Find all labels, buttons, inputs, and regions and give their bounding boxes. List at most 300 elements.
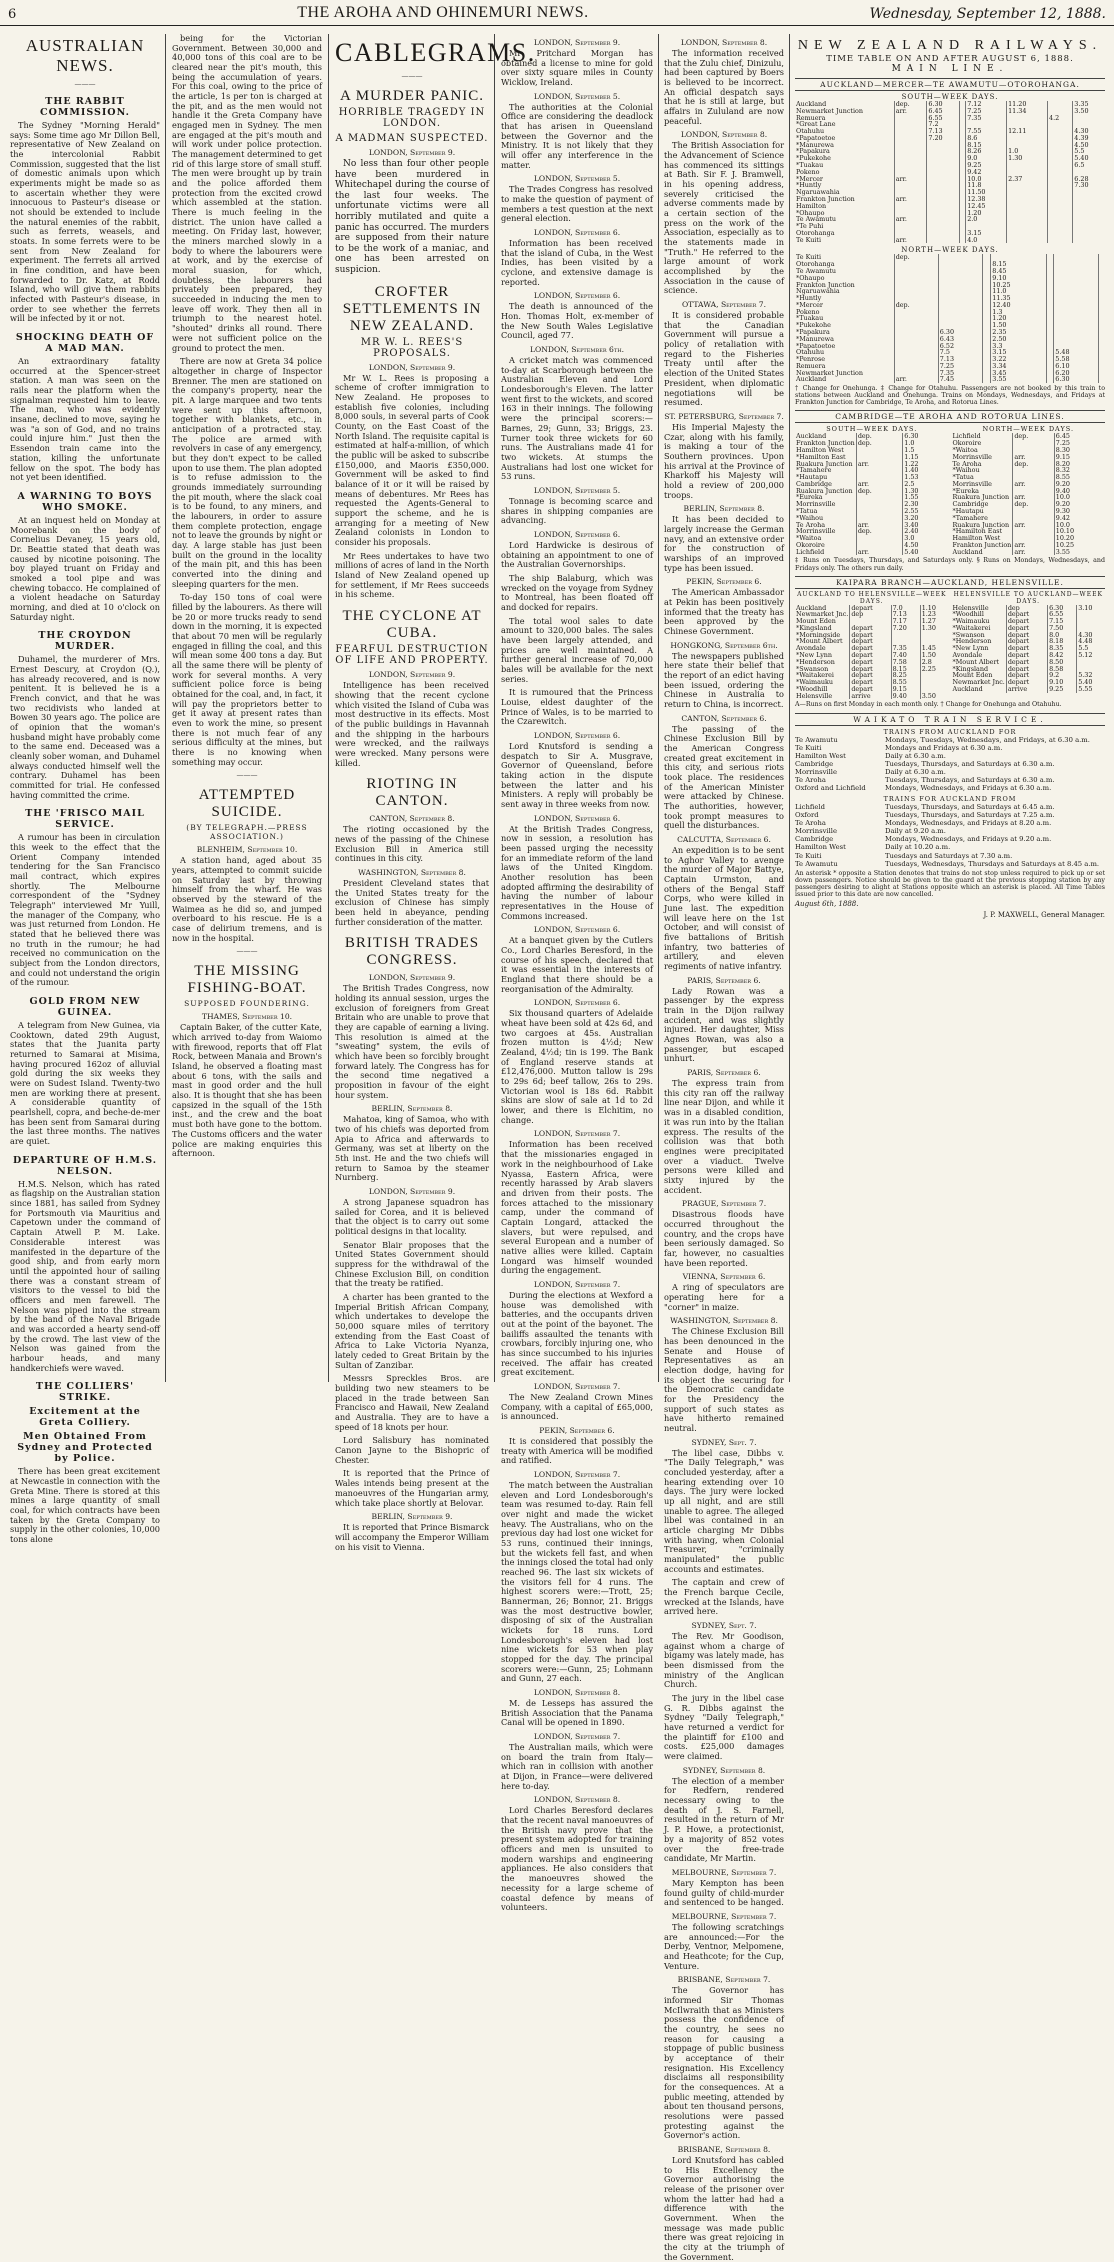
time-cell [983,268,991,275]
time-cell [1046,336,1054,343]
time-cell: 4.2 [1048,115,1073,122]
signature-date: August 6th, 1888. [795,900,859,909]
time-cell [1054,268,1099,275]
time-cell: 8.35 [1048,645,1077,652]
service-schedule: Mondays, Wednesdays, and Fridays at 6.30 a.m. [885,784,1052,793]
article-body: The British Trades Congress, now holding its annual session, urges the exclusion of foreigners from Great Britain who are unable to prove that they are capable of earning a living. This resolution is aimed at the "sweating" system, the evils of which have been so forcibly brought forward lately. The Congress has for the second time negatived a proposition in favour of the eight hour system. [335,983,489,1100]
time-cell: 1.55 [903,494,949,501]
time-cell [894,349,938,356]
time-cell [1046,302,1054,309]
dateline: WASHINGTON, September 8. [670,1316,778,1326]
article-heading: THE COLLIERS' STRIKE. [35,1381,135,1404]
time-cell: 2.50 [991,336,1046,343]
dateline: LONDON, September 6. [533,998,621,1008]
service-row [795,736,1105,744]
time-cell: 7.35 [938,370,983,377]
time-cell [1007,162,1048,169]
time-cell [1007,182,1048,189]
time-cell [1073,223,1105,230]
time-cell: arr. [1013,542,1054,549]
service-station: Cambridge [795,835,834,844]
article-heading: THE CYCLONE AT CUBA. [342,608,482,642]
time-cell [1073,216,1105,223]
article-body: It is considered that possibly the treaty with America will be modified and ratified. [501,1435,653,1466]
dateline: HONGKONG, September 6th. [670,640,778,650]
time-cell [894,203,927,210]
time-cell: 3.45 [991,370,1046,377]
column-rule [789,34,790,1382]
time-cell: depart [850,645,891,652]
article-body: It has been decided to largely increase the German navy, and an extensive order for the construction of warships of an improved type has been issued. [664,514,784,573]
time-cell: 6.30 [1054,376,1099,383]
article-heading: CROFTER SETTLEMENTS IN NEW ZEALAND. [342,283,482,334]
time-cell: 7.45 [938,376,983,383]
route-heading: KAIPARA BRANCH—AUCKLAND, HELENSVILLE. [795,576,1105,589]
timetable-note: ‡ Runs on Tuesdays, Thursdays, and Saturdays only. § Runs on Mondays, Wednesdays, and Fridays only. The others run daily. [795,557,1105,572]
time-cell [1046,322,1054,329]
time-cell [927,155,960,162]
article-body: Mahatoa, king of Samoa, who with two of his chiefs was deported from Apia to Africa and afterwards to Germany, was set at liberty on the 5th inst. He and the two chiefs will return to Samoa by the steamer Nurnberg. [335,1114,489,1183]
time-cell [1013,508,1054,515]
time-cell: 9.15 [1054,454,1105,461]
station-name: *Tatua [796,506,818,515]
service-station: Te Aroha [795,818,826,827]
article-heading: ATTEMPTED SUICIDE. [198,787,296,821]
station-name: *New Lynn [796,651,833,660]
time-cell [938,302,983,309]
article-body: The newspapers published here state their belief that the report of an edict having been issued, ordering the Chinese in Australia to return to China, is incorrect. [664,650,784,709]
time-cell: 2.0 [966,216,1007,223]
time-cell: 6.30 [927,101,960,108]
station-name: Pokeno [796,307,820,316]
article-body: The Rev. Mr Goodison, against whom a charge of bigamy was lately made, has been dismissed from the ministry of the Anglican Church. [664,1631,784,1690]
article-body: Duhamel, the murderer of Mrs. Ernest Descury, at Croydon (Q.), has already recovered, and is now penitent. It is believed he is a French convict, and that he was two recidivists who landed at Bowen 30 years ago. The police are of opinion that the woman's husband might have probably come to the same end. Deceased was a cleanly sober woman, and Duhamel always conducted himself well the contrary. Duhamel has been committed for trial. He confessed having committed the crime. [10,654,160,800]
station-name: *Hamilton East [952,527,1003,536]
article-body: A rumour has been in circulation this week to the effect that the Orient Company intended tendering for the San Francisco mail contract, which expires shortly. The Melbourne correspondent of the "Sydney Telegraph" interviewed Mr Yuill, the manager of the Company, who was just returned from London. He stated that he believed there was no truth in the rumour; he had received no communication on the subject from the London directors, and could not understand the origin of the rumour. [10,832,160,988]
time-cell [1054,329,1099,336]
station-name: *Tatua [952,473,974,482]
station-name: Ngaruawahia [796,287,840,296]
time-cell: 2.35 [991,329,1046,336]
north-timetable [795,254,1105,383]
station-name: *Eureka [952,486,979,495]
time-cell: 9.2 [1048,672,1077,679]
time-cell: 8.42 [1048,652,1077,659]
station-name: *Kingsland [952,664,989,673]
station-name: Remuera [796,113,826,122]
station-name: Mount Eden [952,671,993,680]
time-cell: 1.50 [991,322,1046,329]
station-name: *Mount Albert [952,657,1000,666]
time-cell [894,315,938,322]
time-cell: 2.40 [903,528,949,535]
time-cell: 3.34 [991,363,1046,370]
article-body: To-day 150 tons of coal were filled by the labourers. As there will be 20 or more trucks ready to send down in the morning, it is expected that about 70 men will be regularly engaged in filling the coal, and this will mean some 400 tons a day. But all the same there will be plenty of work for several months. A very sufficient police force is being obtained for the coal, and, in fact, it will pay the proprietors better to get it away at present rates than even to work the mine, so present there is not much fear of any serious difficulty at the mines, but there is no knowing when something may occur. [172,592,322,767]
time-cell [894,309,938,316]
dateline: LONDON, September 5. [533,91,621,101]
column-rule [658,34,659,1382]
article-body: A telegram from New Guinea, via Cooktown, dated 29th August, states that the Juanita party returned to Samarai at Misima, having procured 162oz of alluvial gold during the six weeks they were on Sudest Island. Twenty-two men are working there at present. A considerable quantity of pearlshell, copra, and beche-de-mer has been sent from Samarai during the last three months. The natives are quiet. [10,1020,160,1147]
article-body: The authorities at the Colonial Office are considering the deadlock that has arisen in Queensland between the Governor and the Ministry. It is not likely that they will offer any interference in the matter. [501,101,653,170]
time-cell: arr. [856,461,902,468]
time-cell: 7.17 [891,618,920,625]
article-body: A cricket match was commenced to-day at Scarborough between the Australian Eleven and Lord Londesborough's Eleven. The latter went first to the wickets, and scored 163 in their innings. The following were the principal scorers:—Barnes, 29; Gunn, 33; Briggs, 23. Turner took three wickets for 60 runs. The Australians made 41 for two wickets. At stumps the Australians had lost one wicket for 53 runs. [501,355,653,482]
timetable-row [795,169,1105,176]
service-station: Cambridge [795,760,834,768]
dateline: MELBOURNE, September 7. [671,1911,777,1921]
time-cell: 1.53 [903,474,949,481]
time-cell: 5.58 [1054,356,1099,363]
service-schedule: Daily at 6.30 a.m. [885,751,946,760]
time-cell [894,128,927,135]
time-cell: 11.50 [966,189,1007,196]
time-cell: depart [850,625,891,632]
time-cell [894,155,927,162]
article-heading: SHOCKING DEATH OF A MAD MAN. [15,332,155,355]
time-cell [983,302,991,309]
station-name: *Morningside [796,630,841,639]
time-cell [938,288,983,295]
cambridge-south-table [795,433,949,555]
time-cell [927,216,960,223]
time-cell: 9.42 [966,169,1007,176]
time-cell [1098,288,1105,295]
time-cell: 5.40 [1077,679,1105,686]
time-cell: 3.50 [920,693,948,700]
station-name: Te Kuiti [796,253,821,262]
time-cell: 4.30 [1077,632,1105,639]
time-cell [1048,135,1073,142]
main-line-heading: MAIN LINE. [891,64,1009,74]
time-cell [1046,282,1054,289]
service-row [795,852,1105,860]
time-cell: 2.8 [920,659,948,666]
time-cell: depart [850,632,891,639]
article-body: The election of a member for Redfern, rendered necessary owing to the death of J. S. Farnell, resulted in the return of Mr J. P. Howe, a protectionist, by a majority of 852 votes over the free-trade candidate, Mr Martin. [664,1775,784,1864]
time-cell: 9.20 [1054,501,1105,508]
time-cell [927,169,960,176]
time-cell: 3.10 [1077,605,1105,612]
divider: ——— [401,72,423,80]
time-cell [938,261,983,268]
time-cell: 4.0 [966,237,1007,244]
time-cell: 5.55 [1077,686,1105,693]
time-cell [1048,121,1073,128]
time-cell [920,632,948,639]
time-cell: 1.27 [920,618,948,625]
article-body: The Chinese Exclusion Bill has been denounced in the Senate and House of Representatives as an election dodge, having for its object the securing for the Democratic candidate for the Presidency the support of such states as have hitherto remained neutral. [664,1326,784,1433]
timetable-row [795,693,949,700]
page-number: 6 [8,7,17,22]
station-name: *Tamahere [952,513,988,522]
time-cell: 8.15 [966,142,1007,149]
time-cell [894,121,927,128]
time-cell: 11.34 [1007,108,1048,115]
time-cell [1054,336,1099,343]
dateline: LONDON, September 6. [533,925,621,935]
timetable-row [795,282,1105,289]
time-cell: arrive [850,693,891,700]
article-body: The ship Balaburg, which was wrecked on the voyage from Sydney to Montreal, has been floated off and docked for repairs. [501,572,653,612]
article-body: President Cleveland states that the United States treaty for the exclusion of Chinese has simply been held in abeyance, pending further consideration of the matter. [335,877,489,927]
time-cell: 6.10 [1054,363,1099,370]
timetable-row [795,203,1105,210]
time-cell [920,672,948,679]
article-body: It is reported that Prince Bismarck will accompany the Emperor William on his visit to Vienna. [335,1522,489,1552]
dateline: CANTON, September 8. [369,814,455,824]
article-body: Captain Baker, of the cutter Kate, which arrived to-day from Waiomo with firewood, reports that off Flat Rock, between Manaia and Brown's Island, he observed a floating mast about 6 tons, with the sails and mast in good order and the hull also. It is thought that she has been capsized in the squall of the 15th inst., and the crew and the boat must both have gone to the bottom. The Customs officers and the water police are making enquiries this afternoon. [172,1022,322,1159]
time-cell [1098,363,1105,370]
article-subheading: (BY TELEGRAPH.—PRESS ASSOCIATION.) [186,823,308,842]
station-name: *Tuakau [796,314,824,323]
time-cell [1073,115,1105,122]
service-row [795,835,1105,843]
station-name: Te Awamutu [796,215,837,224]
time-cell [1098,302,1105,309]
dateline: PEKIN, September 6. [539,1425,615,1435]
time-cell: depart [1006,625,1047,632]
service-row [795,827,1105,835]
station-name: *Papakura [796,147,830,156]
time-cell [983,309,991,316]
article-body: Lord Hardwicke is desirous of obtaining an appointment to one of the Australian Governorships. [501,539,653,570]
time-cell: 6.52 [938,343,983,350]
timetable-row [795,261,1105,268]
station-name: Auckland [952,547,983,556]
station-name: Frankton Junction [952,540,1012,549]
article-body: Information has been received that the island of Cuba, in the West Indies, has been visited by a cyclone, and extensive damage is reported. [501,238,653,287]
station-name: Te Kuiti [796,235,821,244]
time-cell: 6.30 [903,433,949,440]
time-cell: arr. [894,196,927,203]
timetable-row [795,302,1105,309]
dateline: LONDON, September 5. [533,174,621,184]
time-cell [1046,315,1054,322]
article-body: The Trades Congress has resolved to make the question of payment of members a test question at the next general election. [501,184,653,224]
time-cell: depart [850,659,891,666]
time-cell [1046,268,1054,275]
timetable-row [795,309,1105,316]
time-cell [1048,203,1073,210]
timetable-row [795,549,949,556]
time-cell: 8.18 [1048,638,1077,645]
column-rule [494,34,495,1382]
dateline: BERLIN, September 8. [683,504,765,514]
timetable-row [795,268,1105,275]
time-cell: 7.2 [927,121,960,128]
time-cell: 5.48 [1054,349,1099,356]
article-body: The Australian mails, which were on board the train from Italy—which ran in collision with another at Dijon, in France—were delivered here to-day. [501,1742,653,1791]
time-cell [1007,237,1048,244]
timetable-row [952,549,1106,556]
article-heading: DEPARTURE OF H.M.S. NELSON. [12,1154,158,1177]
time-cell: 8.30 [1054,447,1105,454]
time-cell [1098,261,1105,268]
station-name: *Pukekohe [796,154,831,163]
article-body: being for the Victorian Government. Between 30,000 and 40,000 tons of this coal are to be cleared near the pit's mouth, this being the accumulation of years. For this coal, owing to the price of the article, 1s per ton is charged at the pit, and as the men would not handle it the Greta Company have engaged men in Sydney. The men are engaged at the pit's mouth and will work under police protection. The management determined to get rid of this large store of small stuff. The men were brought up by train and the police afforded them protection from the excited crowd which assembled at the station. There is much feeling in the district. The union have called a meeting. On Friday last, however, the miners marched slowly in a body to where the labourers were at work, and by the exercise of moral suasion, for which, doubtless, the labourers had privately been prepared, they succeeded in inducing the men to leave off work. They then all in triumph to the nearest hotel. "shouted" drinks all round. There were not sufficient police on the ground to protect the men. [172,33,322,353]
time-cell [1046,343,1054,350]
time-cell [1054,288,1099,295]
article-subheading: SUPPOSED FOUNDERING. [184,999,310,1009]
time-cell [927,196,960,203]
time-cell [983,343,991,350]
article-body: His Imperial Majesty the Czar, along with his family, is making a tour of the Southern provinces. Upon his arrival at the Province of Kharkoff his Majesty will hold a review of 200,000 troops. [664,421,784,500]
article-heading: RIOTING IN CANTON. [366,776,458,810]
dateline: CANTON, September 6. [681,713,767,723]
timetable-row [795,254,1105,261]
article-body: The Sydney "Morning Herald" says: Some time ago Mr Dillon Bell, representative of New Zealand on the intercolonial Rabbit Commission, suggested that the list of domestic animals upon which experiments might be made so as to ascertain whether they were innocuous to Pasteur's disease or not should be extended to include the natural enemies of the rabbit, such as ferrets, weasels, and stoats. In some ferrets were to be sent from New Zealand for experiment. The ferrets all arrived in fine condition, and have been forwarded to Dr. Katz, at Rodd Island, who will give them rabbits infected with Pasteur's disease, in order to see whether the ferrets will be infected by it or not. [10,120,160,324]
article-subheading: FEARFUL DESTRUCTION OF LIFE AND PROPERTY. [335,644,489,667]
time-cell [1013,440,1054,447]
route-heading: WAIKATO TRAIN SERVICE. [795,713,1105,726]
article-body: Messrs Spreckles Bros. are building two new steamers to be placed in the trade between San Francisco and Hawaii, New Zealand and Australia. They are to have a speed of 18 knots per hour. [335,1373,489,1432]
timetable-row [795,295,1105,302]
route-heading: CAMBRIDGE—TE AROHA AND ROTORUA LINES. [795,410,1105,423]
direction-heading: AUCKLAND TO HELENSVILLE—WEEK DAYS. [797,590,947,605]
time-cell: depart [1006,666,1047,673]
time-cell: 6.55 [1048,611,1077,618]
time-cell [1098,329,1105,336]
time-cell [1073,189,1105,196]
service-station: Oxford [795,810,819,819]
time-cell: 6.55 [927,115,960,122]
service-schedule: Tuesdays, Thursdays, and Saturdays at 7.25 a.m. [885,810,1055,819]
time-cell [1098,322,1105,329]
station-name: *Papatoetoe [796,341,836,350]
dateline: BLENHEIM, September 10. [196,845,298,855]
article-body: The New Zealand Crown Mines Company, with a capital of £65,000, is announced. [501,1391,653,1422]
time-cell [1046,329,1054,336]
time-cell [1098,343,1105,350]
time-cell: 2.55 [903,508,949,515]
signature: J. P. MAXWELL, General Manager. [983,911,1105,920]
time-cell: 2.37 [1007,176,1048,183]
time-cell: depart [850,666,891,673]
divider: ——— [236,771,258,780]
time-cell [1013,528,1054,535]
time-cell: 1.23 [920,611,948,618]
time-cell: depart [1006,611,1047,618]
station-name: *Waitakerei [952,623,991,632]
time-cell: 11.8 [966,182,1007,189]
time-cell: 7.50 [1048,625,1077,632]
article-body: Lord Knutsford has cabled to His Excellency the Governor authorising the release of the prisoner over whom the latter had had a difference with the Government. When the message was made public there was great rejoicing in the city at the triumph of the Government. [664,2154,784,2262]
time-cell [1054,254,1099,261]
time-cell: 9.25 [966,162,1007,169]
dateline: PEKIN, September 6. [686,577,762,587]
article-body: The British Association for the Advancement of Science has commenced its sittings at Bath. Sir F. J. Bramwell, in his opening address, severely criticised the adverse comments made by a certain section of the press on the work of the Association, especially as to the statements made in "Truth." He referred to the large amount of work accomplished by the Association in the cause of science. [664,140,784,296]
time-cell [983,275,991,282]
divider: ——— [236,947,258,956]
station-name: Te Awamutu [796,266,837,275]
dateline: THAMES, September 10. [201,1012,293,1022]
time-cell: arr. [894,376,938,383]
time-cell: 8.55 [1054,474,1105,481]
time-cell [1098,376,1105,383]
column-cablegrams [331,34,536,1552]
time-cell: 3.22 [991,356,1046,363]
station-name: *Waitoa [796,534,822,543]
timetable-row [795,162,1105,169]
article-subheading: MR W. L. REES'S PROPOSALS. [360,336,464,359]
service-station: Te Awamutu [795,735,838,744]
article-heading: THE RABBIT COMMISSION. [40,96,130,118]
station-name: Otorohanga [796,228,835,237]
time-cell: dep. [1013,501,1054,508]
station-name: *Papakura [796,328,830,336]
article-body: Mr Rees undertakes to have two millions of acres of land in the North Island of New Zealand opened up for settlement, if Mr Rees succeeds in his scheme. [335,550,489,600]
time-cell: 2.30 [903,501,949,508]
service-schedule: Tuesdays, Thursdays, and Saturdays at 6.45 a.m. [885,802,1055,811]
time-cell [938,295,983,302]
column-5 [660,34,788,2262]
time-cell [1098,370,1105,377]
time-cell: dep [1006,605,1047,612]
time-cell [1048,148,1073,155]
service-schedule: Daily at 6.30 a.m. [885,768,946,777]
time-cell: 9.15 [891,686,920,693]
station-name: *Waihou [796,513,824,522]
time-cell [894,162,927,169]
service-schedule: Tuesdays and Saturdays at 7.30 a.m. [885,851,1013,860]
service-station: Te Kuiti [795,743,822,752]
station-name: *Waitakerei [796,671,834,680]
article-body: An extraordinary fatality occurred at the Spencer-street station. A man was seen on the rails near the platform when the signalman requested him to leave. The man, who was evidently insane, declined to move, saying he was "a son of God, and no trains could injure him." Just then the Essendon train came into the station, killing the unfortunate fellow on the spot. The body has not yet been identified. [10,356,160,483]
time-cell: 7.58 [891,659,920,666]
time-cell [894,135,927,142]
station-name: *Hautapu [796,473,828,482]
cambridge-tables [795,425,1105,555]
time-cell: depart [1006,618,1047,625]
time-cell: 9.40 [891,693,920,700]
time-cell: arr. [856,522,902,529]
time-cell [927,189,960,196]
time-cell [856,508,902,515]
station-name: *Huntly [796,294,822,303]
article-subheading: Men Obtained From Sydney and Protected by Police. [17,1431,153,1465]
time-cell: arr. [1013,522,1054,529]
time-cell [1054,282,1099,289]
time-cell [1048,155,1073,162]
time-cell [927,237,960,244]
time-cell [1007,216,1048,223]
dateline: BRISBANE, September 7. [677,1975,771,1985]
time-cell: 8.0 [1048,632,1077,639]
station-name: Avondale [796,644,826,653]
time-cell [1048,210,1073,217]
time-cell: 1.20 [966,210,1007,217]
time-cell: 7.13 [891,611,920,618]
article-body: Six thousand quarters of Adelaide wheat have been sold at 42s 6d, and two cargoes at 45s. Australian frozen mutton is 4½d; New Zealand, 4½d; tin is 199. The Bank of England reserve stands at £12,476,000. Mutton tallow is 29s to 29s 6d; beef tallow, 26s to 29s. Victorian wool is 18s 6d. Rabbit skins are slow of sale at 1d to 2d lower, and there is Elchitim, no change. [501,1008,653,1125]
time-cell [927,203,960,210]
article-body: A ring of speculators are operating here for a "corner" in maize. [664,1282,784,1312]
station-name: Otahuhu [796,127,825,136]
time-cell [1046,261,1054,268]
time-cell: 3.15 [991,349,1046,356]
article-heading: THE 'FRISCO MAIL SERVICE. [25,808,145,831]
time-cell: 2.5 [903,481,949,488]
dateline: LONDON, September 6. [533,730,621,740]
station-name: *Swanson [796,664,829,673]
time-cell [894,275,938,282]
timetable-row [795,230,1105,237]
time-cell [1048,189,1073,196]
station-name: Ruakura Junction [952,493,1010,502]
station-name: *Manurewa [796,334,834,343]
article-heading: THE MISSING FISHING-BOAT. [187,963,307,997]
time-cell: 6.28 [1073,176,1105,183]
station-name: Frankton Junction [796,280,855,289]
